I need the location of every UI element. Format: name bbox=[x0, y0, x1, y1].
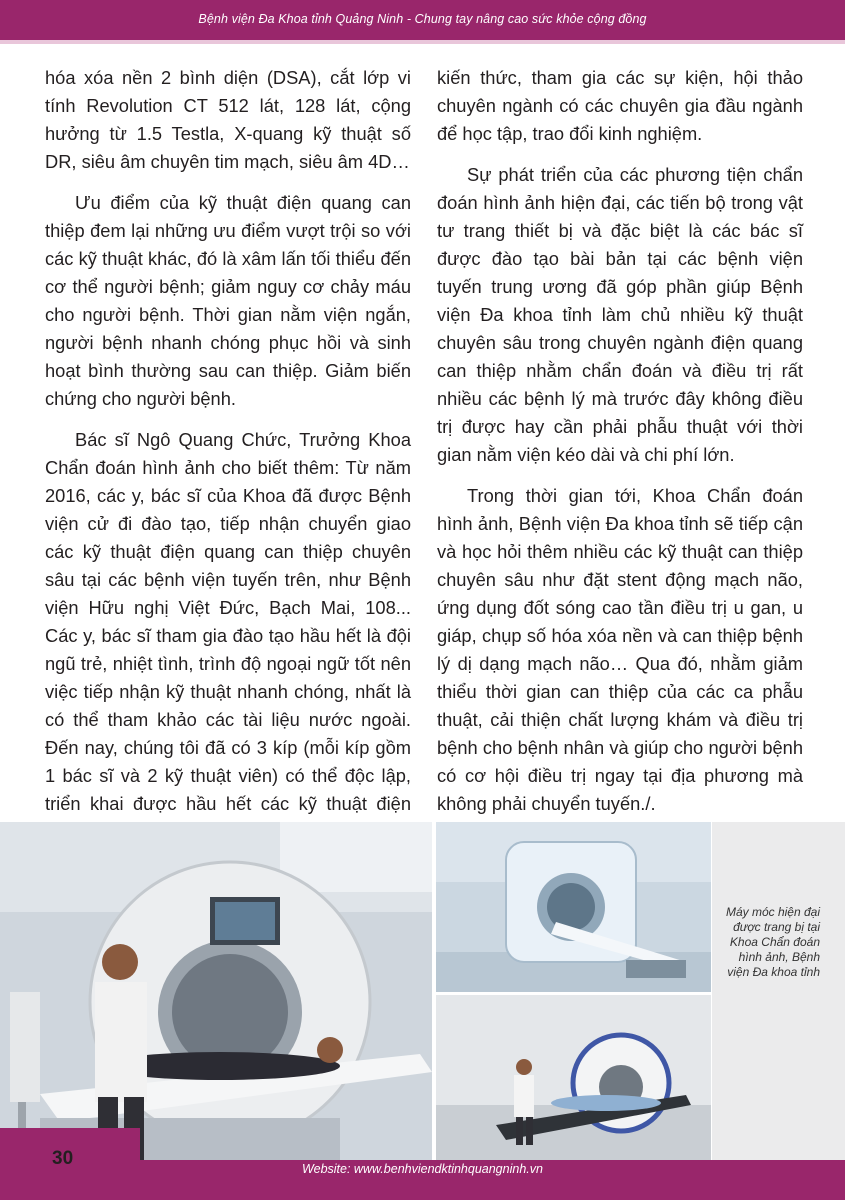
paragraph: Ưu điểm của kỹ thuật điện quang can thiệp đem lại những ưu điểm vượt trội so với các kỹ thuật khác, đó là xâm lấn tối thiểu đến cơ thể người bệnh; giảm nguy cơ chảy máu cho người bệnh. Thời gian nằm viện ngắn, người bệnh nhanh chóng phục hồi và sinh hoạt bình thường sau can thiệp. Giảm biến chứng cho người bệnh. bbox=[45, 192, 411, 409]
header-accent-line bbox=[0, 40, 845, 44]
photo-caption: Máy móc hiện đại được trang bị tại Khoa Chẩn đoán hình ảnh, Bệnh viện Đa khoa tỉnh bbox=[725, 905, 820, 979]
left-column bbox=[45, 64, 411, 887]
mri-illustration bbox=[436, 822, 711, 992]
paragraph: hóa xóa nền 2 bình diện (DSA), cắt lớp vi tính Revolution CT 512 lát, 128 lát, cộng hưởng từ 1.5 Testla, X-quang kỹ thuật số DR, siêu âm chuyên tim mạch, siêu âm 4D… bbox=[45, 67, 411, 172]
header-title: Bệnh viện Đa Khoa tỉnh Quảng Ninh - Chung tay nâng cao sức khỏe cộng đồng bbox=[198, 12, 647, 26]
footer-website[interactable]: Website: www.benhviendktinhquangninh.vn bbox=[302, 1162, 543, 1176]
caption-panel bbox=[712, 822, 845, 1160]
paragraph: kiến thức, tham gia các sự kiện, hội thảo chuyên ngành có các chuyên gia đầu ngành để học tập, trao đổi kinh nghiệm. bbox=[437, 67, 803, 144]
mri-machine-photo bbox=[436, 822, 711, 992]
page-number: 30 bbox=[52, 1148, 74, 1169]
ct-room-photo bbox=[436, 995, 711, 1160]
right-column bbox=[437, 64, 803, 831]
paragraph: Trong thời gian tới, Khoa Chẩn đoán hình ảnh, Bệnh viện Đa khoa tỉnh sẽ tiếp cận và học hỏi thêm nhiều các kỹ thuật can thiệp chuyên sâu như đặt stent động mạch não, ứng dụng đốt sóng cao tần điều trị u gan, u giáp, chụp số hóa xóa nền và can thiệp bệnh lý dị dạng mạch não… Qua đó, nhằm giảm thiểu thời gian can thiệp của các ca phẫu thuật, cải thiện chất lượng khám và điều trị bệnh cho bệnh nhân và giúp cho người bệnh có cơ hội điều trị ngay tại địa phương mà không phải chuyển tuyến./. bbox=[437, 485, 803, 814]
paragraph: Bác sĩ Ngô Quang Chức, Trưởng Khoa Chẩn đoán hình ảnh cho biết thêm: Từ năm 2016, các y, bác sĩ của Khoa đã được Bệnh viện cử đi đào tạo, tiếp nhận chuyển giao các kỹ thuật điện quang can thiệp chuyên sâu tại các bệnh viện tuyến trên, như Bệnh viện Hữu nghị Việt Đức, Bạch Mai, 108... Các y, bác sĩ tham gia đào tạo hầu hết là đội ngũ trẻ, nhiệt tình, trình độ ngoại ngữ tốt nên việc tiếp nhận kỹ thuật nhanh chóng, nhất là có thể tham khảo các tài liệu nước ngoài. Đến nay, chúng tôi đã có 3 kíp (mỗi kíp gồm 1 bác sĩ và 2 kỹ thuật viên) có thể độc lập, triển khai được hầu hết các kỹ thuật điện bbox=[45, 429, 411, 814]
ct-scanner-illustration bbox=[0, 822, 432, 1160]
paragraph: Sự phát triển của các phương tiện chẩn đoán hình ảnh hiện đại, các tiến bộ trong vật tư trang thiết bị và đặc biệt là các bác sĩ được đào tạo bài bản tại các bệnh viện tuyến trung ương đã góp phần giúp Bệnh viện Đa khoa tỉnh làm chủ nhiều kỹ thuật chuyên sâu trong chuyên ngành điện quang can thiệp nhằm chẩn đoán và điều trị rất nhiều các bệnh lý mà trước đây không điều trị được hay cần phải phẫu thuật với thời gian nằm viện kéo dài và chi phí lớn. bbox=[437, 164, 803, 465]
ct-room-illustration bbox=[436, 995, 711, 1160]
ct-scanner-photo bbox=[0, 822, 432, 1160]
